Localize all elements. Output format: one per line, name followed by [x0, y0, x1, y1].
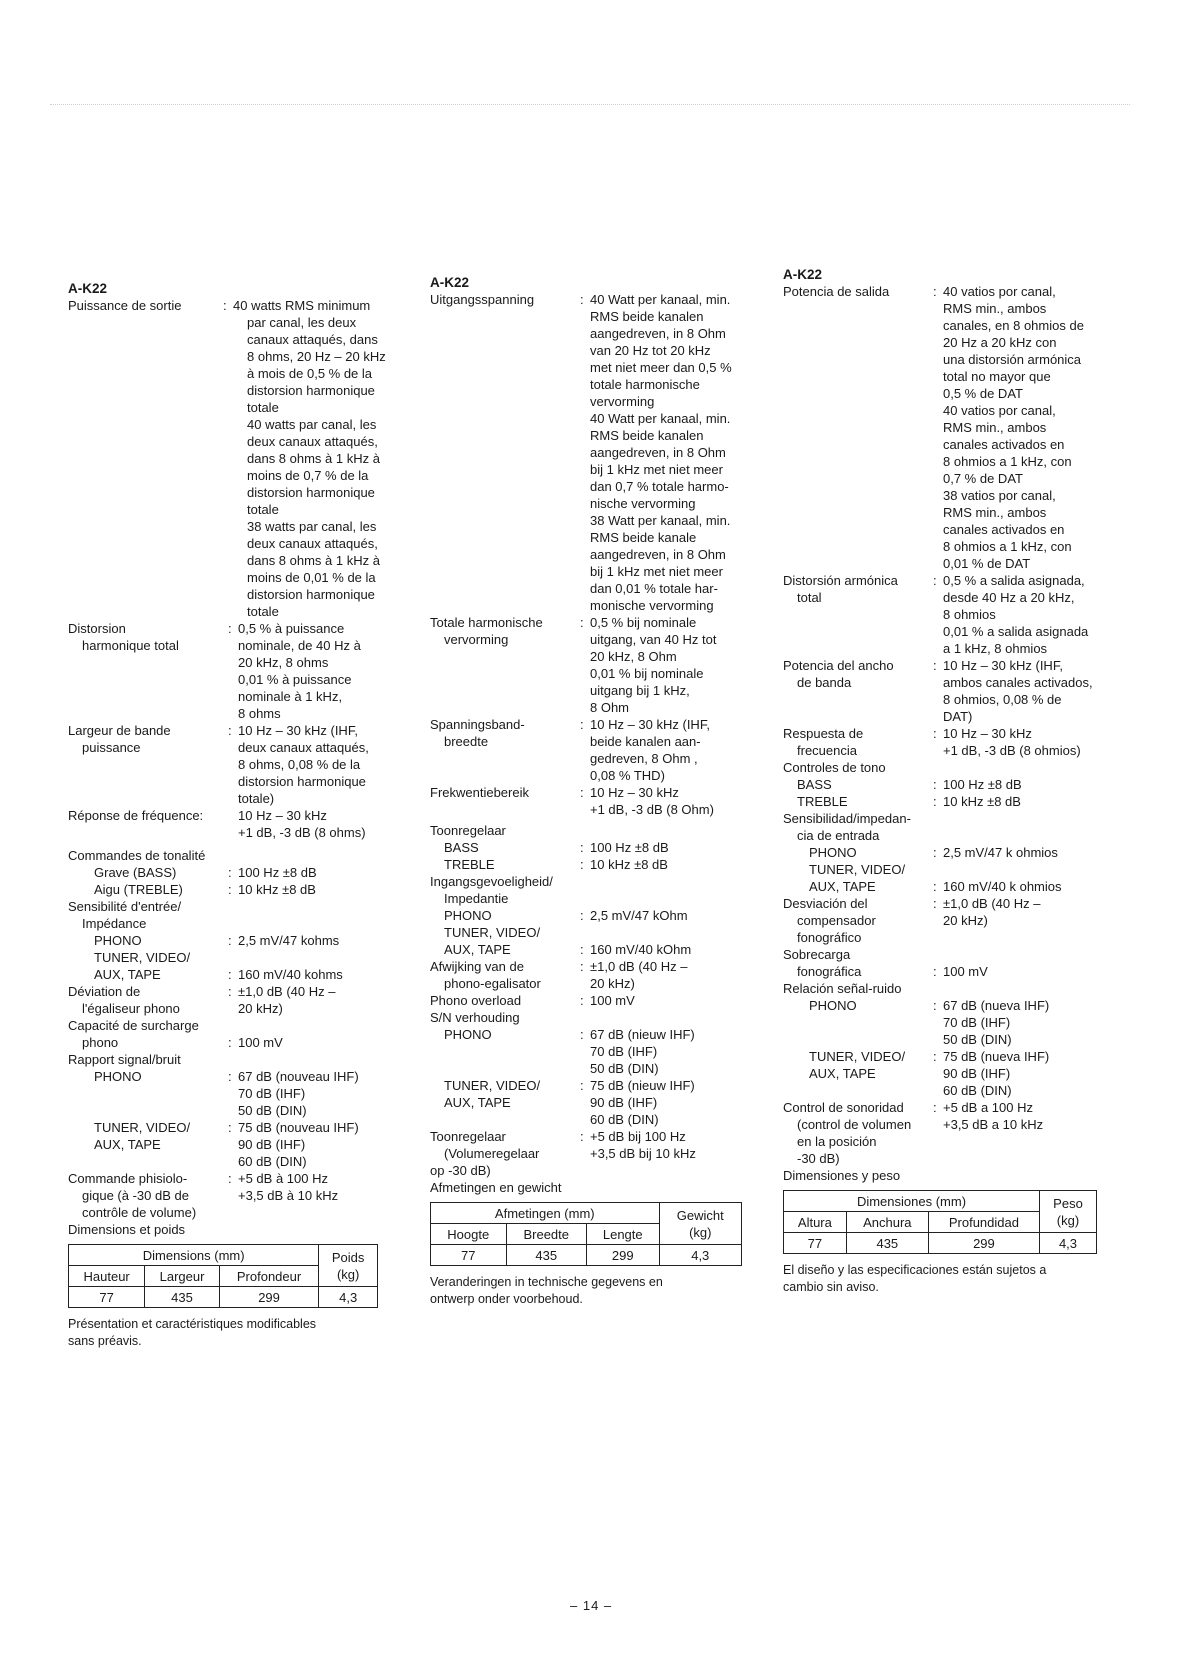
deviation-label: Déviation de [68, 984, 141, 999]
overload-label: Sobrecarga [783, 947, 851, 962]
model-heading: A-K22 [783, 267, 823, 282]
thd-label: Totale harmonische [430, 615, 543, 630]
overload-row: fonográfica : 100 mV [797, 964, 988, 979]
output-power-row: Uitgangsspanning : 40 Watt per kanaal, min. RMS beide kanalen aangedreven, in 8 Ohm van 20 Hz tot 20 kHz met niet meer dan 0,5 % totale harmonische vervorming 40 Watt per kanaal, min. RMS beide kanalen aangedreven, in 8 Ohm bij 1 kHz met niet meer dan 0,7 % totale harmo- nische vervorming 38 Watt per kanaal, min. RMS beide kanale aangedreven, in 8 Ohm bij 1 kHz met niet meer dan 0,01 % totale har- monische vervorming [430, 291, 770, 614]
thd-value: 0,5 % bij nominale uitgang, van 40 Hz tot 20 kHz, 8 Ohm 0,01 % bij nominale uitgang bij 1 kHz, 8 Ohm [590, 615, 717, 715]
freq-response-row: Respuesta de frecuencia : 10 Hz – 30 kHz +1 dB, -3 dB (8 ohmios) [783, 725, 1123, 759]
bandwidth-row: Potencia del ancho de banda : 10 Hz – 30 kHz (IHF, ambos canales activados, 8 ohmios, 0,08 % de DAT) [783, 657, 1123, 725]
thd-label: Distorsión armónica [783, 573, 898, 588]
sensitivity-phono-row: PHONO : 2,5 mV/47 k ohmios [809, 845, 1058, 860]
freq-response-label: Frekwentiebereik [430, 785, 529, 800]
sn-phono-row: PHONO : 67 dB (nueva IHF) 70 dB (IHF) 50 dB (DIN) [809, 998, 1050, 1047]
tone-label: Commandes de tonalité [68, 848, 206, 863]
output-power-label: Puissance de sortie [68, 298, 182, 313]
spec-column-spanish: A-K22 Potencia de salida : 40 vatios por canal, RMS min., ambos canales, en 8 ohmios de 20 Hz a 20 kHz con una distorsión armónica total no mayor que 0,5 % de DAT 40 vatios por canal, RMS min., ambos canales activados en 8 ohmios a 1 kHz, con 0,7 % de DAT 38 vatios por canal, RMS min., ambos canales activados en 8 ohmios a 1 kHz, con 0,01 % de DAT Distorsión armónica total : 0,5 % a salida asignada, desde 40 Hz a 20 kHz, 8 ohmios 0,01 % a salida asignada a 1 kHz, 8 ohmios Potencia del ancho de banda : 10 Hz – 30 kHz (IHF, ambos canales activados, 8 ohmios, 0,08 % de DAT) Respuesta de frecuencia : 10 Hz – 30 kHz +1 dB, -3 dB (8 ohmios) Controles de tono BASS : 100 Hz ±8 dB TREBLE : 10 kHz ±8 dB Sensibilidad/impedan- cia de entrada PHONO : 2,5 mV/47 k ohmios TUNER, VIDEO/ AUX, TAPE : 160 mV/40 k ohmios Desviación del compensador fonográfico : ±1,0 dB (40 Hz – 20 kHz) Sobrecarga fonográfica : 100 mV Relación señal-ruido PHONO : 67 dB (nueva IHF) 70 dB (IHF) 50 dB (DIN) TUNER, VIDEO/ AUX, TAPE : 75 dB (nueva IHF) 90 dB (IHF) 60 dB (DIN) Control de sonoridad (control de volumen en la posición -30 dB) : +5 dB a 100 Hz +3,5 dB a 10 kHz Dimensiones y peso Dimensiones (mm) Peso (kg) Altura Anchura Profundidad 77 435 299 4,3 El diseño y las especificaciones están sujetos a cambio sin aviso. [783, 266, 1123, 1296]
bandwidth-row: Largeur de bande puissance : 10 Hz – 30 kHz (IHF, deux canaux attaqués, 8 ohms, 0,08 % de la distorsion harmonique totale) [68, 722, 413, 807]
disclaimer-note: Présentation et caractéristiques modificables sans préavis. [68, 1317, 317, 1348]
sensitivity-label: Ingangsgevoeligheid/ [430, 874, 553, 889]
bandwidth-label: Largeur de bande [68, 723, 171, 738]
loudness-row: Toonregelaar (Volumeregelaar op -30 dB) : +5 dB bij 100 Hz +3,5 dB bij 10 kHz [430, 1129, 696, 1178]
bandwidth-label: Spanningsband- [430, 717, 525, 732]
output-power-label: Uitgangsspanning [430, 292, 535, 307]
sensitivity-tuner-row: AUX, TAPE : 160 mV/40 kOhm [444, 942, 692, 957]
dimensions-title: Dimensions et poids [68, 1222, 186, 1237]
thd-label: Distorsion [68, 621, 126, 636]
loudness-row: Control de sonoridad (control de volumen en la posición -30 dB) : +5 dB a 100 Hz +3,5 dB a 10 kHz [783, 1100, 1044, 1166]
bandwidth-value: 10 Hz – 30 kHz (IHF, ambos canales activados, 8 ohmios, 0,08 % de DAT) [943, 658, 1093, 724]
overload-row: phono : 100 mV [82, 1035, 283, 1050]
disclaimer-note: Veranderingen in technische gegevens en ontwerp onder voorbehoud. [430, 1275, 663, 1306]
sensitivity-phono-row: PHONO : 2,5 mV/47 kohms [94, 933, 340, 948]
bandwidth-value: 10 Hz – 30 kHz (IHF, beide kanalen aan- gedreven, 8 Ohm , 0,08 % THD) [590, 717, 710, 783]
sn-tuner-row: TUNER, VIDEO/ AUX, TAPE : 75 dB (nouveau IHF) 90 dB (IHF) 60 dB (DIN) [94, 1120, 359, 1169]
tone-bass-row: Grave (BASS) : 100 Hz ±8 dB [94, 865, 317, 880]
tone-treble-row: Aigu (TREBLE) : 10 kHz ±8 dB [94, 882, 316, 897]
overload-label: Capacité de surcharge [68, 1018, 199, 1033]
tone-treble-row: TREBLE : 10 kHz ±8 dB [797, 794, 1021, 809]
output-power-value: 40 Watt per kanaal, min. RMS beide kanalen aangedreven, in 8 Ohm van 20 Hz tot 20 kHz met niet meer dan 0,5 % totale harmonische vervorming 40 Watt per kanaal, min. RMS beide kanalen aangedreven, in 8 Ohm bij 1 kHz met niet meer dan 0,7 % totale harmo- nische vervorming 38 Watt per kanaal, min. RMS beide kanale aangedreven, in 8 Ohm bij 1 kHz met niet meer dan 0,01 % totale har- monische vervorming [590, 292, 732, 613]
model-heading: A-K22 [430, 275, 470, 290]
bandwidth-label: Potencia del ancho [783, 658, 894, 673]
spec-column-french: A-K22 Puissance de sortie : 40 watts RMS minimum par canal, les deux canaux attaqués, dans 8 ohms, 20 Hz – 20 kHz à mois de 0,5 % de la distorsion harmonique totale 40 watts par canal, les deux canaux attaqués, dans 8 ohms à 1 kHz à moins de 0,7 % de la distorsion harmonique totale 38 watts par canal, les deux canaux attaqués, dans 8 ohms à 1 kHz à moins de 0,01 % de la distorsion harmonique totale Distorsion harmonique total : 0,5 % à puissance nominale, de 40 Hz à 20 kHz, 8 ohms 0,01 % à puissance nominale à 1 kHz, 8 ohms Largeur de bande puissance : 10 Hz – 30 kHz (IHF, deux canaux attaqués, 8 ohms, 0,08 % de la distorsion harmonique totale) Réponse de fréquence: 10 Hz – 30 kHz +1 dB, -3 dB (8 ohms) Commandes de tonalité Grave (BASS) : 100 Hz ±8 dB Aigu (TREBLE) : 10 kHz ±8 dB Sensibilité d'entrée/ Impédance PHONO : 2,5 mV/47 kohms TUNER, VIDEO/ AUX, TAPE : 160 mV/40 kohms Déviation de l'égaliseur phono : ±1,0 dB (40 Hz – 20 kHz) Capacité de surcharge phono : 100 mV Rapport signal/bruit PHONO : 67 dB (nouveau IHF) 70 dB (IHF) 50 dB (DIN) TUNER, VIDEO/ AUX, TAPE : 75 dB (nouveau IHF) 90 dB (IHF) 60 dB (DIN) Commande phisiolo- gique (à -30 dB de contrôle de volume) : +5 dB à 100 Hz +3,5 dB à 10 kHz Dimensions et poids Dimensions (mm) Poids (kg) Hauteur Largeur Profondeur 77 435 299 4,3 Présentation et caractéristiques modificables sans préavis. [68, 280, 413, 1350]
sn-phono-row: PHONO : 67 dB (nouveau IHF) 70 dB (IHF) 50 dB (DIN) [94, 1069, 359, 1118]
dimensions-table: Afmetingen (mm) Gewicht (kg) Hoogte Breedte Lengte 77 435 299 4,3 [430, 1202, 742, 1266]
scan-dotted-line [50, 104, 1130, 106]
tone-bass-row: BASS : 100 Hz ±8 dB [444, 840, 669, 855]
thd-row: Totale harmonische vervorming : 0,5 % bij nominale uitgang, van 40 Hz tot 20 kHz, 8 Ohm 0,01 % bij nominale uitgang bij 1 kHz, 8 Ohm [430, 614, 770, 716]
sn-tuner-row: TUNER, VIDEO/ AUX, TAPE : 75 dB (nieuw IHF) 90 dB (IHF) 60 dB (DIN) [444, 1078, 695, 1127]
loudness-row: Commande phisiolo- gique (à -30 dB de contrôle de volume) : +5 dB à 100 Hz +3,5 dB à 10 kHz [68, 1171, 339, 1220]
bandwidth-value: 10 Hz – 30 kHz (IHF, deux canaux attaqués, 8 ohms, 0,08 % de la distorsion harmonique totale) [238, 723, 369, 806]
sensitivity-label: Sensibilité d'entrée/ [68, 899, 182, 914]
loudness-label: Commande phisiolo- [68, 1171, 188, 1186]
sn-label: S/N verhouding [430, 1010, 520, 1025]
overload-row: Phono overload : 100 mV [430, 993, 635, 1008]
loudness-label: Toonregelaar [430, 1129, 506, 1144]
freq-response-row [68, 807, 413, 841]
sensitivity-tuner-row: AUX, TAPE : 160 mV/40 k ohmios [809, 879, 1062, 894]
dimensions-title: Dimensiones y peso [783, 1168, 901, 1183]
sensitivity-phono-row: PHONO : 2,5 mV/47 kOhm [444, 908, 688, 923]
deviation-label: Desviación del [783, 896, 868, 911]
sn-label: Rapport signal/bruit [68, 1052, 181, 1067]
sn-label: Relación señal-ruido [783, 981, 902, 996]
page-number: – 14 – [570, 1598, 613, 1613]
deviation-row: Desviación del compensador fonográfico : ±1,0 dB (40 Hz – 20 kHz) [783, 896, 1041, 945]
disclaimer-note: El diseño y las especificaciones están sujetos a cambio sin aviso. [783, 1263, 1047, 1294]
tone-bass-row: BASS : 100 Hz ±8 dB [797, 777, 1022, 792]
sensitivity-tuner-row: AUX, TAPE : 160 mV/40 kohms [94, 967, 343, 982]
deviation-row: Afwijking van de phono-egalisator : ±1,0 dB (40 Hz – 20 kHz) [430, 959, 688, 991]
dimensions-table: Dimensiones (mm) Peso (kg) Altura Anchura Profundidad 77 435 299 4,3 [783, 1190, 1097, 1254]
sn-tuner-row: TUNER, VIDEO/ AUX, TAPE : 75 dB (nueva IHF) 90 dB (IHF) 60 dB (DIN) [809, 1049, 1050, 1098]
output-power-label: Potencia de salida [783, 284, 890, 299]
loudness-label: Control de sonoridad [783, 1100, 904, 1115]
freq-response-label: Réponse de fréquence: [68, 808, 204, 823]
output-power-row: Potencia de salida : 40 vatios por canal, RMS min., ambos canales, en 8 ohmios de 20 Hz a 20 kHz con una distorsión armónica total no mayor que 0,5 % de DAT 40 vatios por canal, RMS min., ambos canales activados en 8 ohmios a 1 kHz, con 0,7 % de DAT 38 vatios por canal, RMS min., ambos canales activados en 8 ohmios a 1 kHz, con 0,01 % de DAT [783, 283, 1123, 572]
sensitivity-label: Sensibilidad/impedan- [783, 811, 911, 826]
tone-treble-row: TREBLE : 10 kHz ±8 dB [444, 857, 668, 872]
output-power-row: Puissance de sortie : 40 watts RMS minimum par canal, les deux canaux attaqués, dans 8 ohms, 20 Hz – 20 kHz à mois de 0,5 % de la distorsion harmonique totale 40 watts par canal, les deux canaux attaqués, dans 8 ohms à 1 kHz à moins de 0,7 % de la distorsion harmonique totale 38 watts par canal, les deux canaux attaqués, dans 8 ohms à 1 kHz à moins de 0,01 % de la distorsion harmonique totale [68, 297, 413, 620]
tone-label: Controles de tono [783, 760, 886, 775]
thd-row: Distorsion harmonique total : 0,5 % à puissance nominale, de 40 Hz à 20 kHz, 8 ohms 0,01 % à puissance nominale à 1 kHz, 8 ohms [68, 620, 413, 722]
dimensions-title: Afmetingen en gewicht [430, 1180, 562, 1195]
tone-label: Toonregelaar [430, 823, 506, 838]
dimensions-table: Dimensions (mm) Poids (kg) Hauteur Largeur Profondeur 77 435 299 4,3 [68, 1244, 378, 1308]
deviation-row: Déviation de l'égaliseur phono : ±1,0 dB (40 Hz – 20 kHz) [68, 984, 336, 1016]
thd-value: 0,5 % à puissance nominale, de 40 Hz à 20 kHz, 8 ohms 0,01 % à puissance nominale à 1 kHz, 8 ohms [238, 621, 361, 721]
freq-response-row: Frekwentiebereik : 10 Hz – 30 kHz +1 dB, -3 dB (8 Ohm) [430, 784, 770, 818]
output-power-value: 40 vatios por canal, RMS min., ambos canales, en 8 ohmios de 20 Hz a 20 kHz con una distorsión armónica total no mayor que 0,5 % de DAT 40 vatios por canal, RMS min., ambos canales activados en 8 ohmios a 1 kHz, con 0,7 % de DAT 38 vatios por canal, RMS min., ambos canales activados en 8 ohmios a 1 kHz, con 0,01 % de DAT [943, 284, 1084, 571]
thd-row: Distorsión armónica total : 0,5 % a salida asignada, desde 40 Hz a 20 kHz, 8 ohmios 0,01 % a salida asignada a 1 kHz, 8 ohmios [783, 572, 1123, 657]
freq-response-value: 10 Hz – 30 kHz +1 dB, -3 dB (8 ohmios) [943, 726, 1081, 758]
output-power-value: 40 watts RMS minimum par canal, les deux canaux attaqués, dans 8 ohms, 20 Hz – 20 kHz à mois de 0,5 % de la distorsion harmonique totale 40 watts par canal, les deux canaux attaqués, dans 8 ohms à 1 kHz à moins de 0,7 % de la distorsion harmonique totale 38 watts par canal, les deux canaux attaqués, dans 8 ohms à 1 kHz à moins de 0,01 % de la distorsion harmonique totale [233, 298, 386, 619]
bandwidth-row: Spanningsband- breedte : 10 Hz – 30 kHz (IHF, beide kanalen aan- gedreven, 8 Ohm , 0,08 % THD) [430, 716, 770, 784]
spec-column-dutch: A-K22 Uitgangsspanning : 40 Watt per kanaal, min. RMS beide kanalen aangedreven, in 8 Ohm van 20 Hz tot 20 kHz met niet meer dan 0,5 % totale harmonische vervorming 40 Watt per kanaal, min. RMS beide kanalen aangedreven, in 8 Ohm bij 1 kHz met niet meer dan 0,7 % totale harmo- nische vervorming 38 Watt per kanaal, min. RMS beide kanale aangedreven, in 8 Ohm bij 1 kHz met niet meer dan 0,01 % totale har- monische vervorming Totale harmonische vervorming : 0,5 % bij nominale uitgang, van 40 Hz tot 20 kHz, 8 Ohm 0,01 % bij nominale uitgang bij 1 kHz, 8 Ohm Spanningsband- breedte : 10 Hz – 30 kHz (IHF, beide kanalen aan- gedreven, 8 Ohm , 0,08 % THD) Frekwentiebereik : 10 Hz – 30 kHz +1 dB, -3 dB (8 Ohm) Toonregelaar BASS : 100 Hz ±8 dB TREBLE : 10 kHz ±8 dB Ingangsgevoeligheid/ Impedantie PHONO : 2,5 mV/47 kOhm TUNER, VIDEO/ AUX, TAPE : 160 mV/40 kOhm Afwijking van de phono-egalisator : ±1,0 dB (40 Hz – 20 kHz) Phono overload : 100 mV S/N verhouding PHONO : 67 dB (nieuw IHF) 70 dB (IHF) 50 dB (DIN) TUNER, VIDEO/ AUX, TAPE : 75 dB (nieuw IHF) 90 dB (IHF) 60 dB (DIN) Toonregelaar (Volumeregelaar op -30 dB) : +5 dB bij 100 Hz +3,5 dB bij 10 kHz Afmetingen en gewicht Afmetingen (mm) Gewicht (kg) Hoogte Breedte Lengte 77 435 299 4,3 Veranderingen in technische gegevens en ontwerp onder voorbehoud. [430, 274, 770, 1308]
thd-value: 0,5 % a salida asignada, desde 40 Hz a 20 kHz, 8 ohmios 0,01 % a salida asignada a 1 kHz, 8 ohmios [943, 573, 1089, 656]
freq-response-value: 10 Hz – 30 kHz +1 dB, -3 dB (8 Ohm) [590, 785, 714, 817]
sn-phono-row: PHONO : 67 dB (nieuw IHF) 70 dB (IHF) 50 dB (DIN) [444, 1027, 695, 1076]
overload-label: Phono overload [430, 993, 522, 1008]
freq-response-value: 10 Hz – 30 kHz +1 dB, -3 dB (8 ohms) [238, 808, 366, 840]
model-heading: A-K22 [68, 281, 108, 296]
deviation-label: Afwijking van de [430, 959, 524, 974]
freq-response-label: Respuesta de [783, 726, 864, 741]
